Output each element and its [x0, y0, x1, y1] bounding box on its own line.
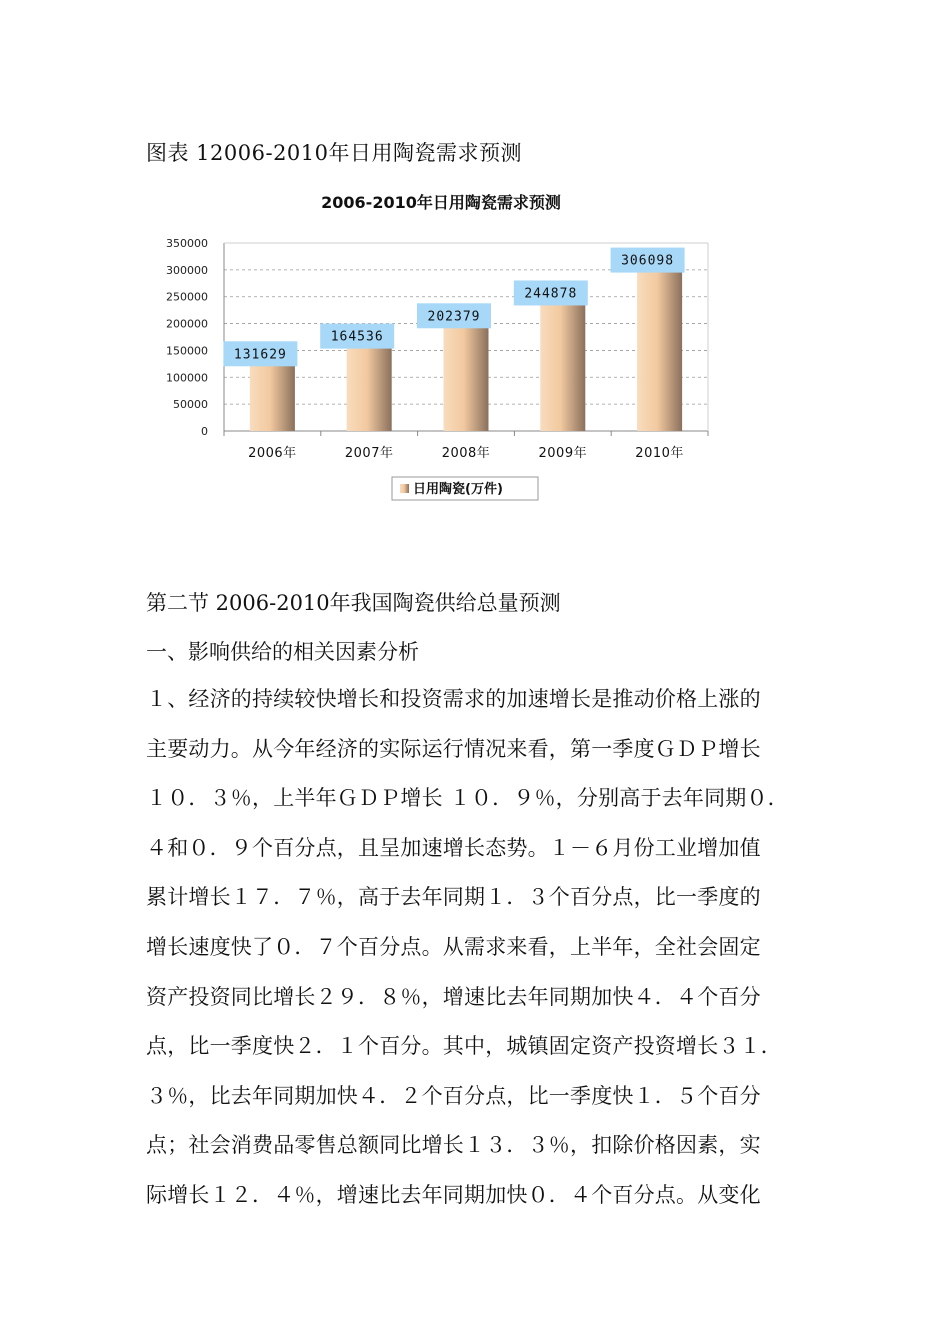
bar: [540, 299, 585, 431]
paragraph-line: ３％，比去年同期加快４．２个百分点，比一季度快１．５个百分: [146, 1083, 761, 1108]
paragraph-line: 增长速度快了０．７个百分点。从需求来看，上半年，全社会固定: [146, 934, 761, 959]
legend-label: 日用陶瓷(万件): [413, 482, 503, 497]
bar: [444, 322, 489, 431]
x-tick-label: 2007年: [344, 446, 394, 461]
paragraph-line: 累计增长１７．７％，高于去年同期１．３个百分点，比一季度的: [146, 885, 761, 910]
section-heading: 第二节 2006-2010年我国陶瓷供给总量预测: [146, 591, 561, 615]
data-label: 202379: [427, 309, 481, 325]
figure-caption: 图表 12006-2010年日用陶瓷需求预测: [146, 141, 523, 165]
y-tick-label: 150000: [166, 344, 208, 358]
chart-title: 2006-2010年日用陶瓷需求预测: [321, 193, 561, 212]
y-tick-label: 300000: [166, 263, 208, 277]
paragraph-line: １０．３％，上半年ＧＤＰ增长 １０．９％，分别高于去年同期０．: [146, 786, 789, 811]
x-tick-label: 2010年: [635, 446, 684, 461]
paragraph-line: 主要动力。从今年经济的实际运行情况来看，第一季度ＧＤＰ增长: [146, 736, 761, 761]
body-paragraph: [146, 685, 810, 1231]
paragraph-line: 点，比一季度快２．１个百分。其中，城镇固定资产投资增长３１．: [146, 1034, 782, 1059]
bar: [637, 267, 682, 431]
legend-swatch: [400, 484, 409, 493]
y-tick-label: 200000: [166, 317, 208, 331]
paragraph-line: ４和０．９个百分点，且呈加速增长态势。１－６月份工业增加值: [146, 835, 761, 860]
data-label: 131629: [233, 347, 287, 363]
y-tick-label: 50000: [173, 398, 208, 412]
y-tick-label: 250000: [166, 290, 208, 304]
paragraph-line: １、经济的持续较快增长和投资需求的加速增长是推动价格上涨的: [146, 687, 761, 711]
y-tick-label: 0: [201, 425, 208, 438]
x-tick-label: 2006年: [248, 446, 297, 461]
paragraph-line: 际增长１２．４％，增速比去年同期加快０．４个百分点。从变化: [146, 1182, 761, 1207]
paragraph-line: 资产投资同比增长２９．８％，增速比去年同期加快４．４个百分: [146, 984, 761, 1009]
bar: [347, 343, 392, 431]
data-label: 306098: [621, 253, 675, 269]
x-tick-label: 2008年: [441, 446, 491, 461]
paragraph-line: 点；社会消费品零售总额同比增长１３．３％，扣除价格因素，实: [146, 1133, 761, 1158]
sub-heading: 一、影响供给的相关因素分析: [146, 640, 419, 664]
data-label: 164536: [330, 329, 384, 345]
y-tick-label: 100000: [166, 371, 208, 385]
y-tick-label: 350000: [166, 237, 208, 250]
bar: [250, 360, 295, 431]
demand-forecast-chart: [146, 180, 736, 520]
chart-canvas: [146, 180, 736, 520]
x-tick-label: 2009年: [538, 446, 588, 461]
data-label: 244878: [524, 286, 578, 302]
